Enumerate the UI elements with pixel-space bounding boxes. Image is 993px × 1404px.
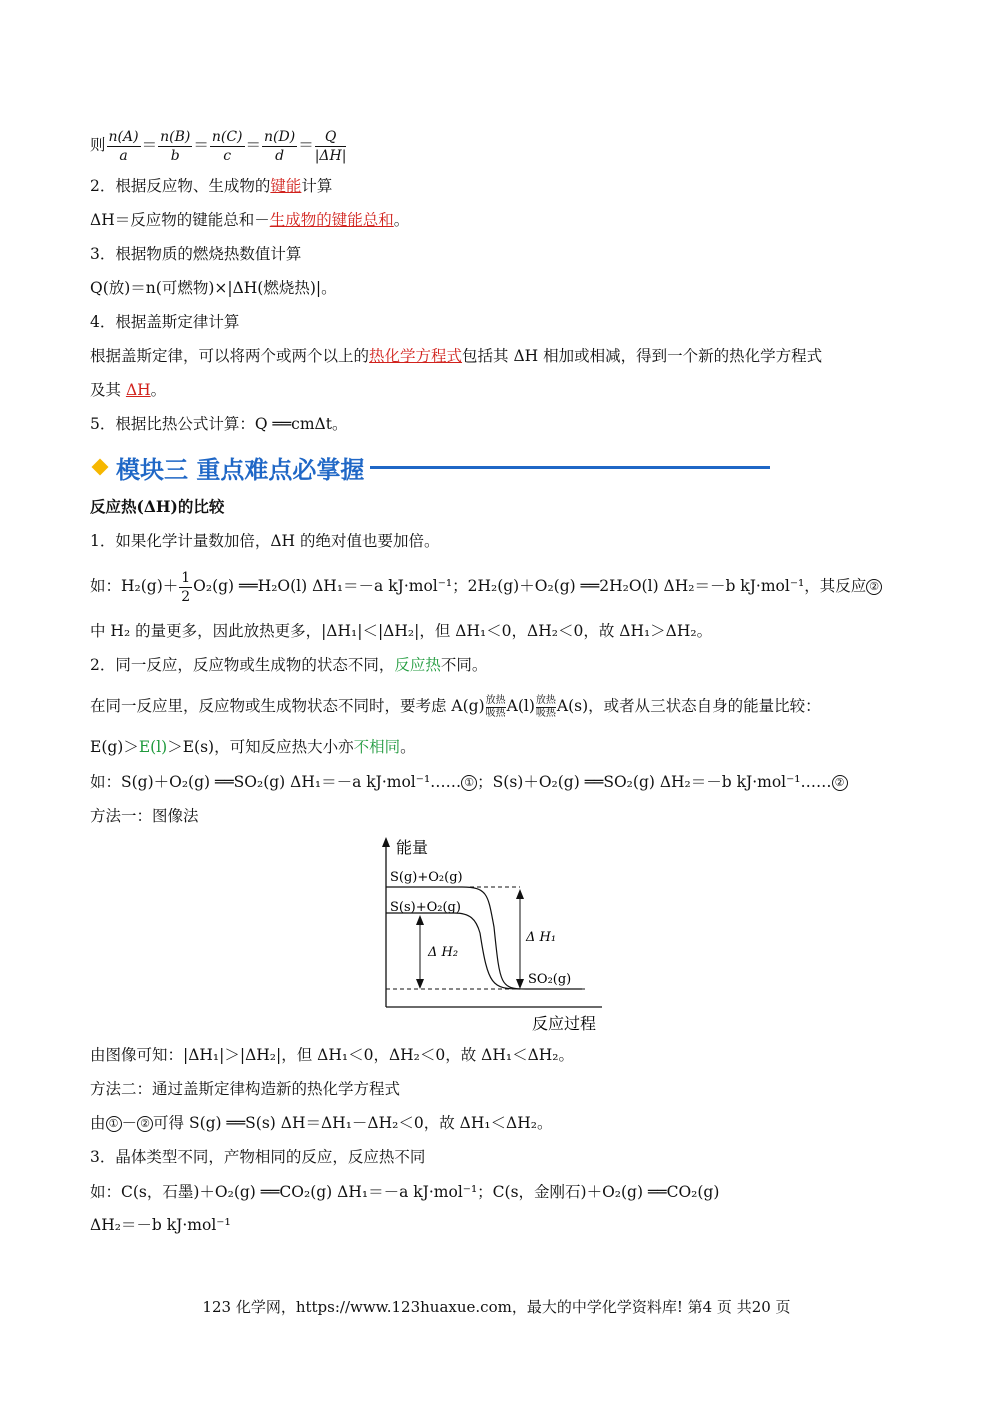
module-heading-text: 模块三 重点难点必掌握: [116, 455, 365, 484]
keyword-not-same: 不相同: [353, 738, 401, 756]
keyword-reaction-heat: 反应热: [394, 656, 441, 674]
y-axis-label: 能量: [396, 838, 429, 857]
dh1-arrow-head-bottom: [516, 979, 524, 989]
example-3-line1: 如：C(s，石墨)＋O₂(g) ══CO₂(g) ΔH₁＝－a kJ·mol⁻¹；C(s，金刚石)＋O₂(g) ══CO₂(g): [90, 1183, 720, 1201]
combustion-formula: Q(放)＝n(可燃物)×|ΔH(燃烧热)|。: [90, 279, 337, 297]
subsection-title: 反应热(ΔH)的比较: [90, 497, 225, 516]
heading-rule: [370, 466, 770, 469]
x-axis-label: 反应过程: [532, 1014, 597, 1033]
graph-conclusion: 由图像可知：|ΔH₁|＞|ΔH₂|，但 ΔH₁＜0，ΔH₂＜0，故 ΔH₁＜ΔH₂。: [90, 1046, 575, 1064]
point-3: 3．晶体类型不同，产物相同的反应，反应热不同: [90, 1148, 426, 1166]
arrow-stack-1: 放热 吸热: [485, 694, 506, 719]
fraction-c: $\frac{n(C)}{c}$: [211, 128, 243, 164]
fraction-half: $\frac{1}{2}$: [181, 569, 191, 605]
dh1-label: Δ H₁: [526, 930, 557, 945]
method-1: 方法一：图像法: [90, 807, 199, 825]
keyword-thermo-equation: 热化学方程式: [369, 347, 463, 365]
mid-state-label: S(s)+O₂(g): [390, 900, 461, 915]
arrow-stack-2: 放热 吸热: [535, 694, 556, 719]
dh1-arrow-head-top: [516, 889, 524, 899]
example-1-line2: 中 H₂ 的量更多，因此放热更多，|ΔH₁|＜|ΔH₂|，但 ΔH₁＜0，ΔH₂＜0，故 ΔH₁＞ΔH₂。: [90, 622, 713, 640]
point-2: 2．同一反应，反应物或生成物的状态不同，反应热不同。: [90, 656, 488, 674]
keyword-delta-h: ΔH: [125, 381, 151, 399]
fraction-a: $\frac{n(A)}{a}$: [108, 128, 139, 164]
item-5-specific-heat: 5．根据比热公式计算：Q ══cmΔt。: [90, 415, 348, 433]
method-2: 方法二：通过盖斯定律构造新的热化学方程式: [90, 1080, 401, 1098]
keyword-bond-energy: 键能: [270, 177, 302, 195]
circled-1: ①: [461, 775, 477, 791]
ratio-equation: 则 $\frac{n(A)}{a}$ ＝ $\frac{n(B)}{b}$ ＝ $\frac{n(C)}{c}$ ＝ $\frac{n(D)}{d}$ ＝ $\frac{Q}{|\Delta H|}$: [90, 128, 347, 164]
fraction-q: $\frac{Q}{|\Delta H|}$: [314, 128, 347, 164]
dh2-label: Δ H₂: [428, 945, 459, 960]
page-footer: 123 化学网，https://www.123huaxue.com，最大的中学化学资料库! 第4 页 共20 页: [202, 1298, 791, 1316]
module-heading: [90, 450, 770, 484]
item-4-hess: 4．根据盖斯定律计算: [90, 313, 240, 331]
diamond-icon: [92, 459, 109, 476]
text: 则: [90, 136, 106, 154]
energy-diagram: [370, 835, 620, 1035]
circled-2: ②: [832, 775, 848, 791]
example-3-line2: ΔH₂＝－b kJ·mol⁻¹: [90, 1216, 231, 1234]
hess-paragraph-line2: 及其 ΔH。: [90, 381, 167, 399]
bond-energy-formula: ΔH＝反应物的键能总和－生成物的键能总和。: [90, 211, 410, 229]
keyword-e-liquid: E(l): [138, 738, 168, 756]
keyword-product-bond-sum: 生成物的键能总和: [269, 211, 394, 229]
y-axis-arrow: [382, 837, 390, 847]
circled-1: ①: [106, 1116, 122, 1132]
example-2: 如：S(g)＋O₂(g) ══SO₂(g) ΔH₁＝－a kJ·mol⁻¹…… ① ；S(s)＋O₂(g) ══SO₂(g) ΔH₂＝－b kJ·mol⁻¹…… ②: [90, 771, 848, 793]
example-1-line1: 如：H₂(g)＋ $\frac{1}{2}$ O₂(g) ══H₂O(l) ΔH₁＝－a kJ·mol⁻¹；2H₂(g)＋O₂(g) ══2H₂O(l) ΔH₂＝－b kJ·mol⁻¹，其反应 ②: [90, 566, 882, 606]
product-label: SO₂(g): [528, 972, 572, 987]
item-3-combustion: 3．根据物质的燃烧热数值计算: [90, 245, 302, 263]
fraction-b: $\frac{n(B)}{b}$: [160, 128, 191, 164]
hess-paragraph-line1: 根据盖斯定律，可以将两个或两个以上的热化学方程式包括其 ΔH 相加或相减，得到一个新的热化学方程式: [90, 347, 823, 365]
fraction-d: $\frac{n(D)}{d}$: [264, 128, 296, 164]
item-2-bond-energy: 2．根据反应物、生成物的键能计算: [90, 177, 333, 195]
dh2-arrow-head-top: [416, 915, 424, 925]
top-state-label: S(g)+O₂(g): [390, 870, 463, 885]
circled-2: ②: [866, 579, 882, 595]
dh2-arrow-head-bottom: [416, 979, 424, 989]
point-1: 1．如果化学计量数加倍，ΔH 的绝对值也要加倍。: [90, 532, 440, 550]
state-change-line: 在同一反应里，反应物或生成物状态不同时，要考虑 A(g) 放热 吸热A(l) 放热 吸热A(s)，或者从三状态自身的能量比较：: [90, 694, 821, 719]
circled-2: ②: [137, 1116, 153, 1132]
hess-derivation: 由 ① － ② 可得 S(g) ══S(s) ΔH＝ΔH₁－ΔH₂＜0，故 ΔH₁＜ΔH₂。: [90, 1114, 553, 1132]
energy-compare-line: E(g)＞E(l)＞E(s)，可知反应热大小亦不相同。: [90, 738, 416, 756]
